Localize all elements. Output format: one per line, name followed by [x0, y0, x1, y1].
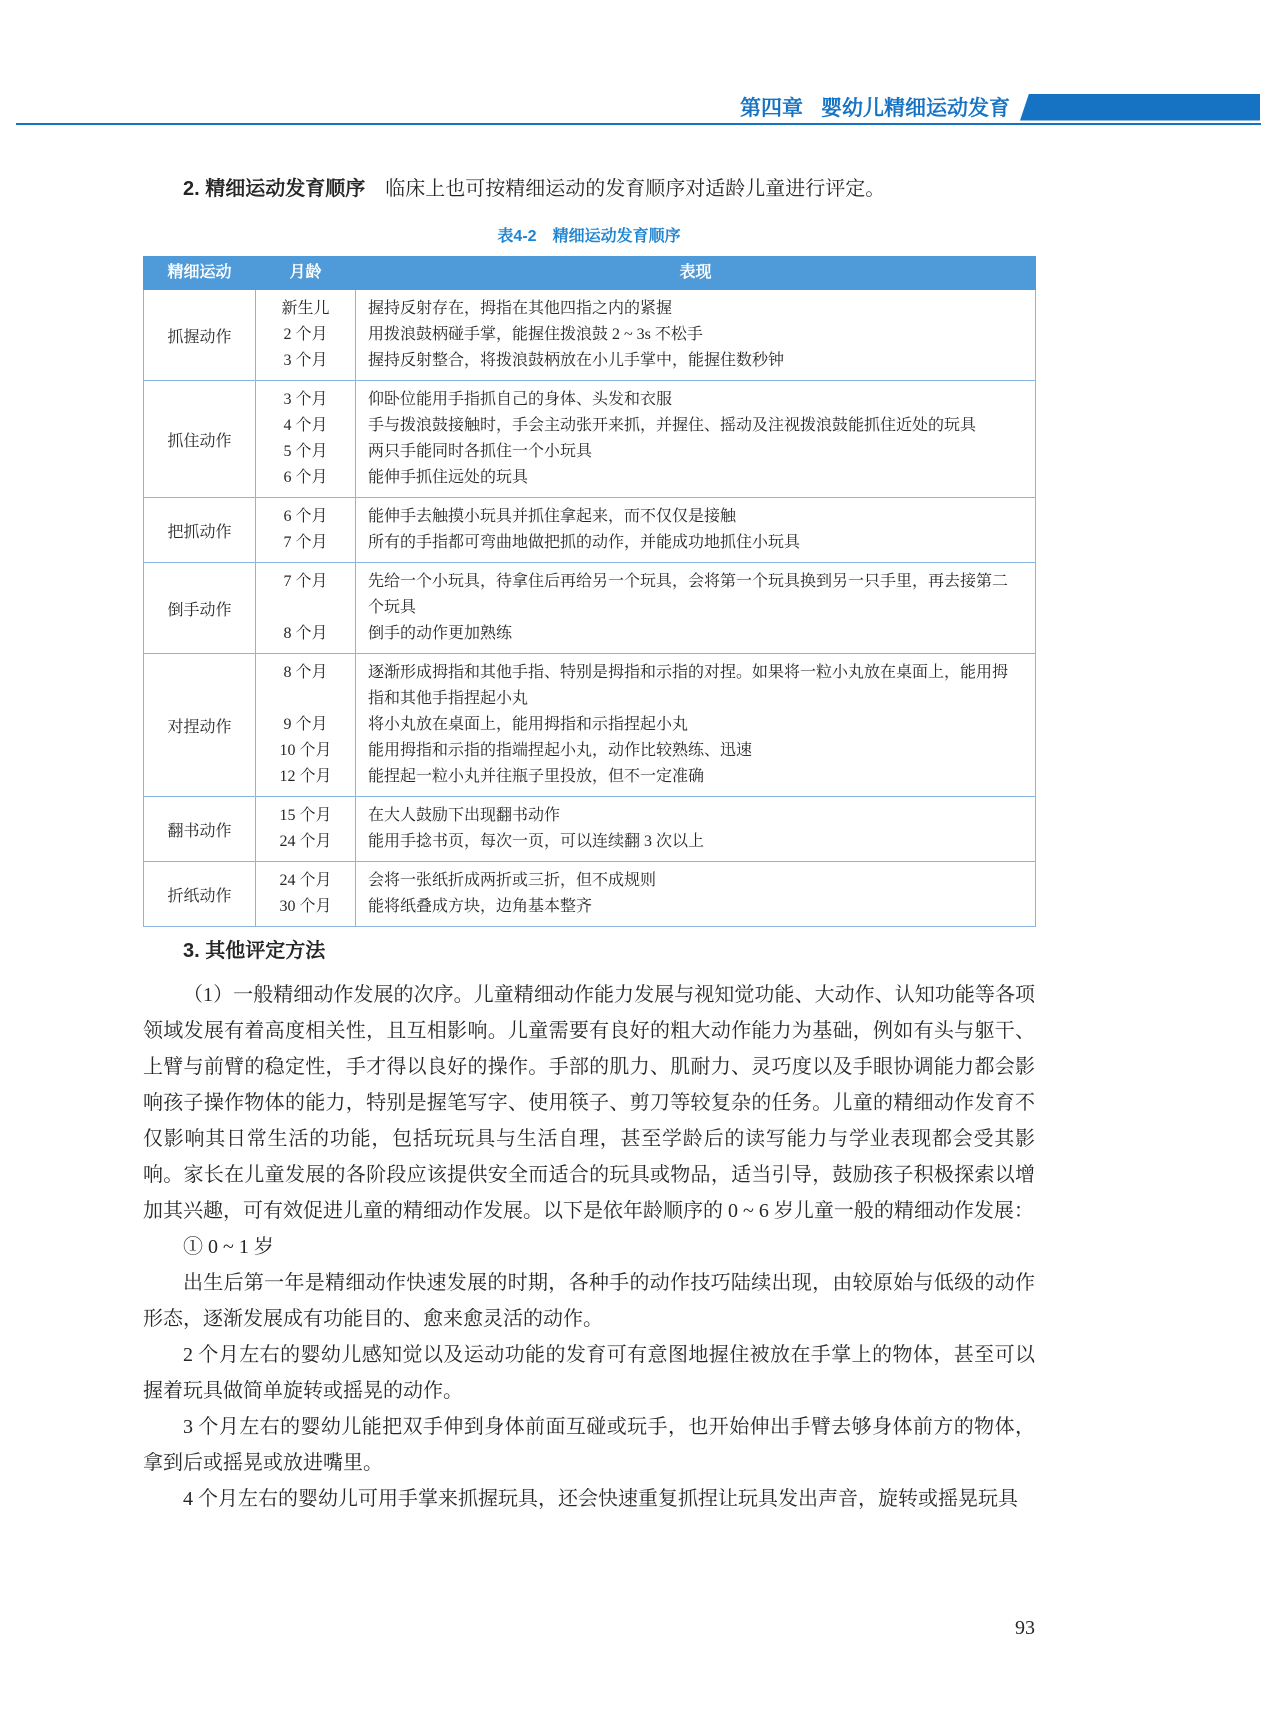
performance-cell: 能用手捻书页，每次一页，可以连续翻 3 次以上	[356, 829, 1036, 862]
table-row	[144, 621, 1036, 654]
table-row	[144, 322, 1036, 348]
performance-cell: 握持反射整合，将拨浪鼓柄放在小儿手掌中，能握住数秒钟	[356, 348, 1036, 381]
table-row	[144, 563, 1036, 622]
performance-cell: 在大人鼓励下出现翻书动作	[356, 797, 1036, 830]
body-paragraph: 2 个月左右的婴幼儿感知觉以及运动功能的发育可有意图地握住被放在手掌上的物体，甚至可以握着玩具做简单旋转或摇晃的动作。	[143, 1344, 1035, 1402]
fine-motor-action-cell: 翻书动作	[144, 797, 256, 862]
table-row	[144, 530, 1036, 563]
table-row	[144, 498, 1036, 531]
section2-heading: 2. 精细运动发育顺序	[183, 178, 366, 200]
column-header-month-age: 月龄	[256, 257, 356, 290]
section2-intro: 临床上也可按精细运动的发育顺序对适龄儿童进行评定。	[385, 178, 886, 200]
column-header-performance: 表现	[356, 257, 1036, 290]
body-paragraph: 出生后第一年是精细动作快速发展的时期，各种手的动作技巧陆续出现，由较原始与低级的动作形态，逐渐发展成有功能目的、愈来愈灵活的动作。	[143, 1272, 1035, 1330]
header-rule-line	[16, 123, 1261, 125]
performance-cell: 将小丸放在桌面上，能用拇指和示指捏起小丸	[356, 712, 1036, 738]
month-age-cell: 2 个月	[256, 322, 356, 348]
fine-motor-action-cell: 抓住动作	[144, 381, 256, 498]
page-content	[143, 171, 1035, 1517]
performance-cell: 能将纸叠成方块，边角基本整齐	[356, 894, 1036, 927]
month-age-cell: 6 个月	[256, 498, 356, 531]
body-paragraph: 4 个月左右的婴幼儿可用手掌来抓握玩具，还会快速重复抓捏让玩具发出声音，旋转或摇晃玩具	[183, 1488, 1018, 1510]
fine-motor-development-table	[143, 256, 1036, 927]
performance-cell: 能用拇指和示指的指端捏起小丸，动作比较熟练、迅速	[356, 738, 1036, 764]
month-age-cell: 3 个月	[256, 348, 356, 381]
table-row	[144, 654, 1036, 713]
month-age-cell: 24 个月	[256, 829, 356, 862]
month-age-cell: 7 个月	[256, 563, 356, 622]
header-line	[0, 0, 1275, 122]
table-row	[144, 829, 1036, 862]
month-age-cell: 5 个月	[256, 439, 356, 465]
month-age-cell: 8 个月	[256, 654, 356, 713]
table-header-row	[144, 257, 1036, 290]
header-accent-bar	[1020, 94, 1260, 121]
table-row	[144, 862, 1036, 895]
month-age-cell: 10 个月	[256, 738, 356, 764]
chapter-title: 婴幼儿精细运动发育	[821, 97, 1010, 120]
table-row	[144, 348, 1036, 381]
fine-motor-action-cell: 把抓动作	[144, 498, 256, 563]
fine-motor-action-cell: 折纸动作	[144, 862, 256, 927]
month-age-cell: 6 个月	[256, 465, 356, 498]
table-row	[144, 764, 1036, 797]
performance-cell: 倒手的动作更加熟练	[356, 621, 1036, 654]
table-row	[144, 413, 1036, 439]
performance-cell: 先给一个小玩具，待拿住后再给另一个玩具，会将第一个玩具换到另一只手里，再去接第二个玩具	[356, 563, 1036, 622]
performance-cell: 用拨浪鼓柄碰手掌，能握住拨浪鼓 2 ~ 3s 不松手	[356, 322, 1036, 348]
table-row	[144, 439, 1036, 465]
performance-cell: 逐渐形成拇指和其他手指、特别是拇指和示指的对捏。如果将一粒小丸放在桌面上，能用拇指和其他手指捏起小丸	[356, 654, 1036, 713]
table-row	[144, 712, 1036, 738]
table-caption-label: 表4-2	[497, 228, 537, 245]
performance-cell: 两只手能同时各抓住一个小玩具	[356, 439, 1036, 465]
month-age-cell: 30 个月	[256, 894, 356, 927]
month-age-cell: 7 个月	[256, 530, 356, 563]
month-age-cell: 9 个月	[256, 712, 356, 738]
body-paragraph: （1）一般精细动作发展的次序。儿童精细动作能力发展与视知觉功能、大动作、认知功能等各项领域发展有着高度相关性，且互相影响。儿童需要有良好的粗大动作能力为基础，例如有头与躯干、上臂与前臂的稳定性，手才得以良好的操作。手部的肌力、肌耐力、灵巧度以及手眼协调能力都会影响孩子操作物体的能力，特别是握笔写字、使用筷子、剪刀等较复杂的任务。儿童的精细动作发育不仅影响其日常生活的功能，包括玩玩具与生活自理，甚至学龄后的读写能力与学业表现都会受其影响。家长在儿童发展的各阶段应该提供安全而适合的玩具或物品，适当引导，鼓励孩子积极探索以增加其兴趣，可有效促进儿童的精细动作发展。以下是依年龄顺序的 0 ~ 6 岁儿童一般的精细动作发展：	[143, 984, 1035, 1222]
month-age-cell: 新生儿	[256, 290, 356, 323]
running-head	[0, 0, 1275, 125]
table-row	[144, 738, 1036, 764]
table-row	[144, 797, 1036, 830]
performance-cell: 能捏起一粒小丸并往瓶子里投放，但不一定准确	[356, 764, 1036, 797]
chapter-number: 第四章	[740, 97, 803, 120]
performance-cell: 能伸手去触摸小玩具并抓住拿起来，而不仅仅是接触	[356, 498, 1036, 531]
table-row	[144, 465, 1036, 498]
performance-cell: 握持反射存在，拇指在其他四指之内的紧握	[356, 290, 1036, 323]
month-age-cell: 3 个月	[256, 381, 356, 414]
section3-heading: 3. 其他评定方法	[183, 940, 326, 962]
table-row	[144, 894, 1036, 927]
table-caption	[143, 223, 1035, 246]
performance-cell: 能伸手抓住远处的玩具	[356, 465, 1036, 498]
body-paragraph: ① 0 ~ 1 岁	[183, 1236, 274, 1258]
body-paragraph: 3 个月左右的婴幼儿能把双手伸到身体前面互碰或玩手，也开始伸出手臂去够身体前方的物体，拿到后或摇晃或放进嘴里。	[143, 1416, 1035, 1474]
fine-motor-action-cell: 倒手动作	[144, 563, 256, 654]
month-age-cell: 12 个月	[256, 764, 356, 797]
performance-cell: 手与拨浪鼓接触时，手会主动张开来抓，并握住、摇动及注视拨浪鼓能抓住近处的玩具	[356, 413, 1036, 439]
table-row	[144, 381, 1036, 414]
performance-cell: 仰卧位能用手指抓自己的身体、头发和衣服	[356, 381, 1036, 414]
month-age-cell: 15 个月	[256, 797, 356, 830]
month-age-cell: 24 个月	[256, 862, 356, 895]
fine-motor-action-cell: 抓握动作	[144, 290, 256, 381]
column-header-fine-motor: 精细运动	[144, 257, 256, 290]
fine-motor-action-cell: 对捏动作	[144, 654, 256, 797]
month-age-cell: 4 个月	[256, 413, 356, 439]
table-row	[144, 290, 1036, 323]
page-number: 93	[1015, 1617, 1035, 1639]
month-age-cell: 8 个月	[256, 621, 356, 654]
table-caption-title: 精细运动发育顺序	[552, 228, 681, 245]
section2-paragraph	[143, 171, 1035, 207]
performance-cell: 所有的手指都可弯曲地做把抓的动作，并能成功地抓住小玩具	[356, 530, 1036, 563]
performance-cell: 会将一张纸折成两折或三折，但不成规则	[356, 862, 1036, 895]
section3-paragraphs	[143, 977, 1035, 1517]
